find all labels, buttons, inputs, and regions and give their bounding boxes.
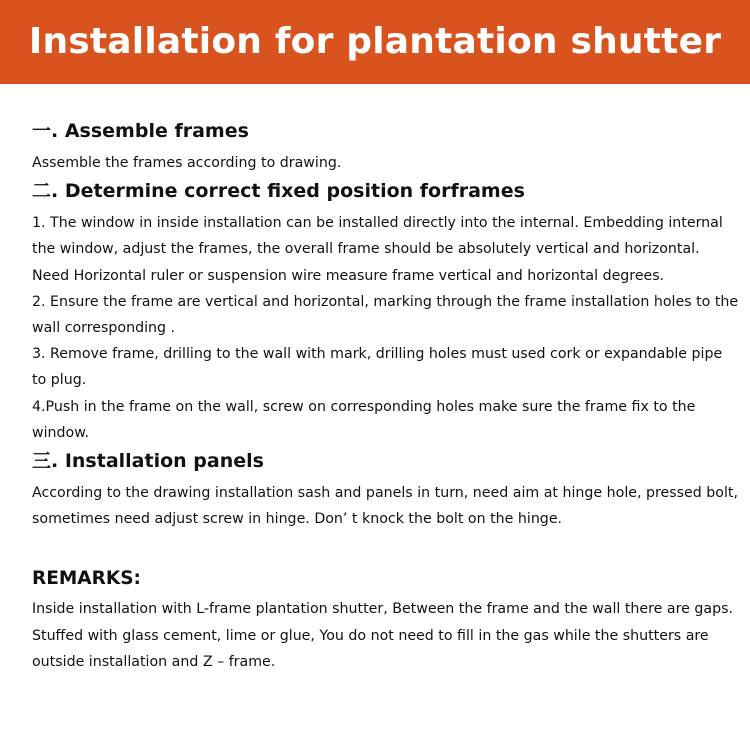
step-paragraph-3: 3. Remove frame, drilling to the wall with mark, drilling holes must used cork or expandable pipe to plug. (32, 346, 723, 389)
step-paragraph-1: 1. The window in inside installation can be installed directly into the internal. Embedding internal the window, adjust the frames, the overall frame should be absolutely vertical and horizontal. Need Horizontal ruler or suspension wire measure frame vertical and horizontal degrees. (32, 215, 723, 284)
section-heading-fixed-position: 二. Determine correct fixed position forframes (32, 180, 525, 203)
section-body-assemble-frames (32, 150, 740, 176)
header-banner (0, 0, 750, 84)
step-paragraph-2: 2. Ensure the frame are vertical and horizontal, marking through the frame installation holes to the wall corresponding . (32, 293, 739, 337)
page-title: Installation for plantation shutter (28, 20, 722, 62)
step-paragraph-4: 4.Push in the frame on the wall, screw on corresponding holes make sure the frame fix to the window. (32, 398, 696, 441)
instructions-content (32, 118, 740, 675)
section-body-installation-panels (32, 480, 740, 532)
section-body-fixed-position (32, 210, 740, 446)
section-heading-installation-panels: 三. Installation panels (32, 450, 264, 473)
remarks-paragraph: Inside installation with L-frame plantation shutter, Between the frame and the wall there are gaps. Stuffed with glass cement, lime or glue, You do not need to fill in the gas while the shutters are outside installation and Z – frame. (32, 601, 733, 670)
section-paragraph: Assemble the frames according to drawing. (32, 155, 342, 171)
remarks-heading: REMARKS: (32, 568, 141, 590)
remarks-body (32, 596, 740, 675)
section-heading-assemble-frames: 一. Assemble frames (32, 120, 249, 142)
section-paragraph: According to the drawing installation sash and panels in turn, need aim at hinge hole, pressed bolt, sometimes need adjust screw in hinge. Don’ t knock the bolt on the hinge. (32, 485, 739, 528)
